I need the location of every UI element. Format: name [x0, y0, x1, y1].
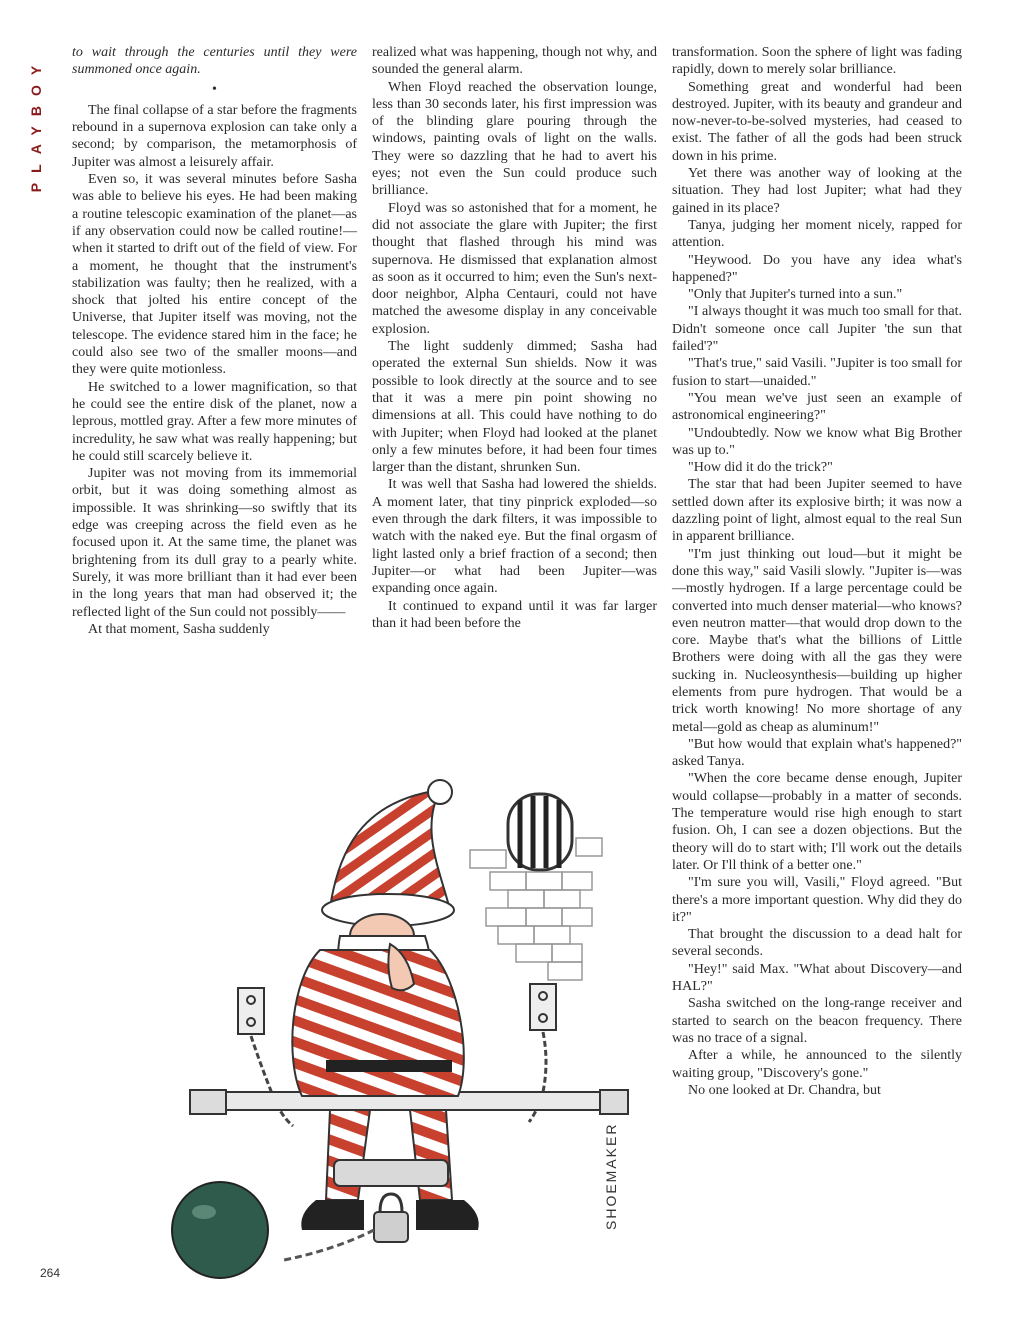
section-bullet: •	[212, 81, 217, 97]
artist-signature: SHOEMAKER	[603, 1122, 619, 1230]
paragraph: "That's true," said Vasili. "Jupiter is too small for fusion to start—unaided."	[672, 356, 962, 389]
paragraph: Sasha switched on the long-range receiver and started to search on the beacon frequency. There was no trace of a signal.	[672, 996, 962, 1046]
paragraph: That brought the discussion to a dead halt for several seconds.	[672, 927, 962, 960]
paragraph: "I'm just thinking out loud—but it might be done this way," said Vasili slowly. "Jupiter is—was—mostly hydrogen. If a large percentage could be converted into much denser material—who knows? even neutron matter—that would drop down to the core. Maybe that's what the billions of Little Brothers were doing with all the gas they were sucking in. Nucleosynthesis—building up higher elements from pure hydrogen. That would be a trick worth knowing! No more shortage of any metal—gold as cheap as aluminum!"	[672, 546, 962, 735]
text-column-3	[672, 44, 962, 1099]
santa-in-jail-icon	[120, 760, 660, 1300]
paragraph: Jupiter was not moving from its immemorial orbit, but it was doing something almost as impossible. It was shrinking—so swiftly that its edge was creeping across the field even as he focused upon it. At the same time, the planet was brightening from its dull gray to a pearly white. Surely, it was more brilliant than it had ever been in the long years that man had observed it; the reflected light of the Sun could not possibly——	[72, 466, 357, 620]
paragraph: It continued to expand until it was far larger than it had been before the	[372, 598, 657, 631]
paragraph: No one looked at Dr. Chandra, but	[688, 1082, 881, 1098]
paragraph: "How did it do the trick?"	[688, 460, 833, 476]
paragraph: The light suddenly dimmed; Sasha had operated the external Sun shields. Now it was possible to look directly at the source and to see that it was a mere pin point showing no dimensions at all. This could have nothing to do with Jupiter; when Floyd had looked at the planet only a few minutes before, it had been four times larger than the distant, shrunken Sun.	[372, 339, 657, 476]
paragraph: After a while, he announced to the silently waiting group, "Discovery's gone."	[672, 1048, 962, 1081]
paragraph: Floyd was so astonished that for a moment, he did not associate the glare with Jupiter; the first thought that flashed through his mind was supernova. He dismissed that explanation almost as soon as it occurred to him; even the Sun's next-door neighbor, Alpha Centauri, could not have matched the awesome display in any conceivable explosion.	[372, 200, 657, 337]
paragraph: Even so, it was several minutes before Sasha was able to believe his eyes. He had been making a routine telescopic examination of the planet—as if any observation could now be called routine!—when it started to drift out of the field of view. For a moment, he thought that the instrument's stabilization was faulty; then he realized, with a shock that jolted his entire concept of the Universe, that Jupiter itself was moving, not the telescope. The evidence stared him in the face; he could also see two of the smaller moons—and they were quite motionless.	[72, 172, 357, 378]
paragraph: Something great and wonderful had been destroyed. Jupiter, with its beauty and grandeur and now-never-to-be-solved mysteries, had ceased to exist. The father of all the gods had been struck down in his prime.	[672, 79, 962, 164]
paragraph: "When the core became dense enough, Jupiter would collapse—probably in a matter of seconds. The temperature would rise high enough to start fusion. Oh, I can see a dozen objections. But the theory will do to start with; I'll work out the details later. Or I'll think of a better one."	[672, 771, 962, 873]
santa-body	[292, 950, 464, 1096]
paragraph: "I'm sure you will, Vasili," Floyd agreed. "But there's a more important question. Why did they do it?"	[672, 875, 962, 925]
jail-window	[470, 794, 602, 980]
paragraph: to wait through the centuries until they were summoned once again.	[72, 45, 357, 78]
paragraph: "I always thought it was much too small for that. Didn't someone once call Jupiter 'the sun that failed'?"	[672, 304, 962, 355]
magazine-name: PLAYBOY	[28, 55, 45, 193]
paragraph: It was well that Sasha had lowered the shields. A moment later, that tiny pinprick exploded—so even through the dark filters, it was impossible to watch with the naked eye. But the final orgasm of light lasted only a brief fraction of a second; then Jupiter—or what had been Jupiter—was expanding once again.	[372, 477, 657, 597]
paragraph: transformation. Soon the sphere of light was fading rapidly, down to merely solar brilliance.	[672, 45, 962, 78]
paragraph: The final collapse of a star before the fragments rebound in a supernova explosion can take only a second; by comparison, the metamorphosis of Jupiter was almost a leisurely affair.	[72, 102, 357, 170]
magazine-name-vertical	[22, 44, 50, 204]
padlock	[374, 1194, 408, 1242]
paragraph: realized what was happening, though not why, and sounded the general alarm.	[372, 45, 657, 78]
paragraph: Tanya, judging her moment nicely, rapped for attention.	[672, 217, 962, 251]
paragraph: He switched to a lower magnification, so that he could see the entire disk of the planet, now a leprous, mottled gray. After a few more minutes of incredulity, he saw what was really happening; but he could still scarcely believe it.	[72, 379, 357, 464]
ball-and-chain	[172, 1182, 268, 1278]
text-column-1	[72, 44, 357, 638]
paragraph: At that moment, Sasha suddenly	[88, 621, 270, 637]
paragraph: "Hey!" said Max. "What about Discovery—and HAL?"	[672, 961, 962, 995]
paragraph: "Undoubtedly. Now we know what Big Brother was up to."	[672, 425, 962, 458]
paragraph: "Heywood. Do you have any idea what's happened?"	[672, 252, 962, 285]
paragraph: Yet there was another way of looking at the situation. They had lost Jupiter; what had they gained in its place?	[672, 166, 962, 216]
paragraph: "Only that Jupiter's turned into a sun."	[688, 287, 903, 303]
paragraph: When Floyd reached the observation lounge, less than 30 seconds later, his first impression was of the blinding glare pouring through the windows, painting ovals of light on the walls. They were so dazzling that he had to avert his eyes; not even the Sun could produce such brilliance.	[372, 79, 657, 199]
page-number: 264	[40, 1266, 61, 1280]
paragraph: "But how would that explain what's happened?" asked Tanya.	[672, 736, 962, 770]
paragraph: "You mean we've just seen an example of astronomical engineering?"	[672, 390, 962, 424]
paragraph: The star that had been Jupiter seemed to have settled down after its explosive birth; it was now a dazzling point of light, almost equal to the real Sun in apparent brilliance.	[672, 477, 962, 545]
santa-hat	[330, 790, 450, 910]
text-column-2	[372, 44, 657, 632]
